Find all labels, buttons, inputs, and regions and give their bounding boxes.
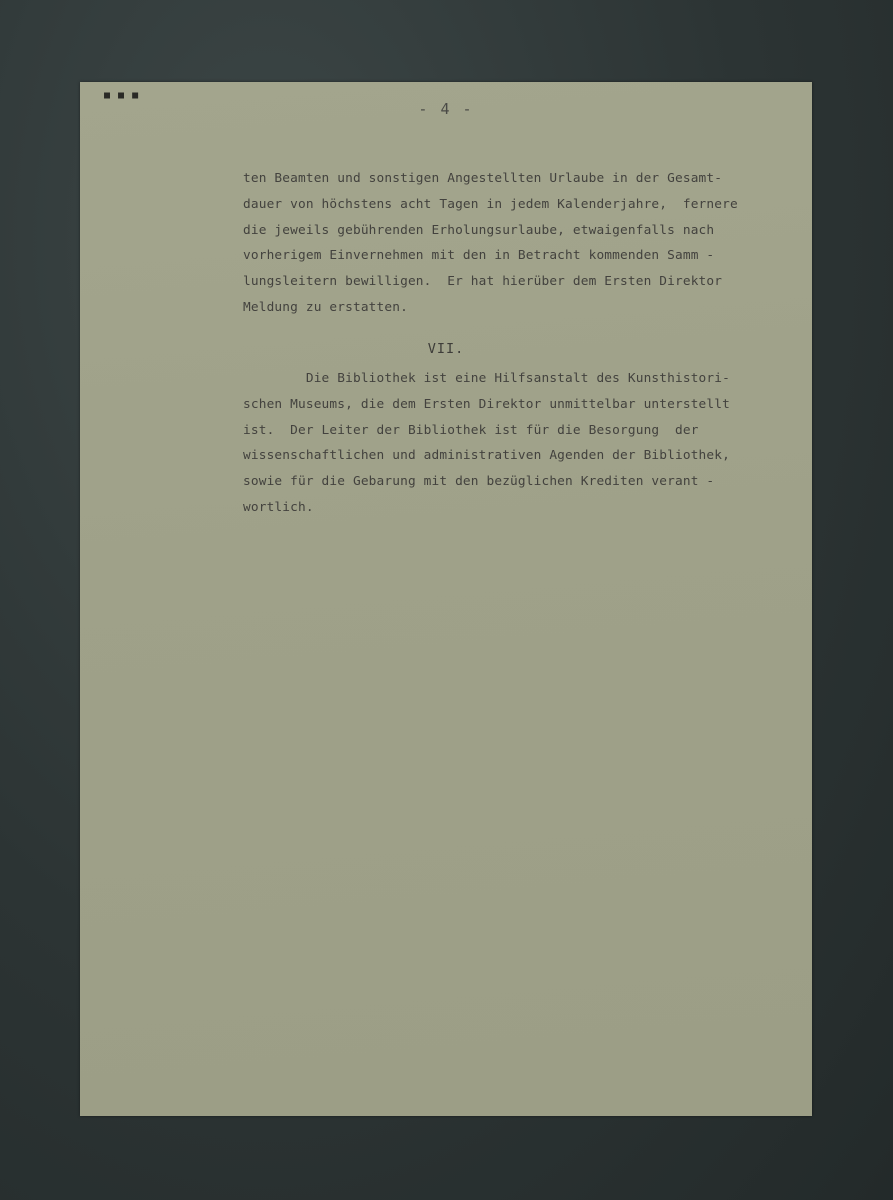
- section-heading: VII.: [427, 341, 465, 357]
- paragraph-line: sowie für die Gebarung mit den bezüglichen Krediten verant -: [243, 474, 715, 490]
- paragraph-line: Die Bibliothek ist eine Hilfsanstalt des Kunsthistori-: [243, 371, 730, 386]
- paragraph-line: ten Beamten und sonstigen Angestellten Urlaube in der Gesamt-: [243, 171, 723, 186]
- paragraph-line: wortlich.: [243, 499, 314, 515]
- paragraph-line: schen Museums, die dem Ersten Direktor unmittelbar unterstellt: [243, 396, 730, 412]
- document-page: [80, 82, 812, 1116]
- paragraph-line: vorherigem Einvernehmen mit den in Betracht kommenden Samm -: [243, 248, 715, 264]
- paragraph-1: [243, 166, 818, 321]
- corner-mark: ■ ■ ■: [104, 90, 140, 101]
- paragraph-line: die jeweils gebührenden Erholungsurlaube, etwaigenfalls nach: [243, 222, 715, 238]
- paragraph-line: dauer von höchstens acht Tagen in jedem Kalenderjahre, fernere: [243, 196, 738, 212]
- paragraph-line: lungsleitern bewilligen. Er hat hierüber dem Ersten Direktor: [243, 274, 723, 290]
- paragraph-line: wissenschaftlichen und administrativen Agenden der Bibliothek,: [243, 448, 730, 464]
- page-number: - 4 -: [418, 100, 474, 118]
- paragraph-2: [243, 366, 818, 521]
- paragraph-line: ist. Der Leiter der Bibliothek ist für die Besorgung der: [243, 422, 699, 438]
- paragraph-line: Meldung zu erstatten.: [243, 299, 408, 315]
